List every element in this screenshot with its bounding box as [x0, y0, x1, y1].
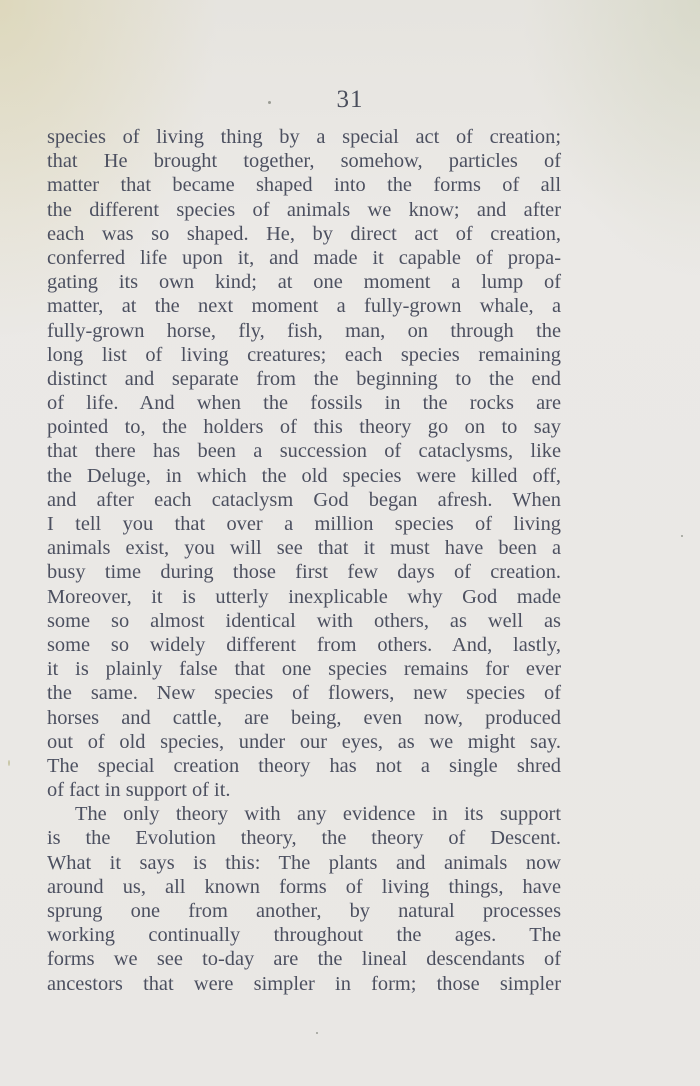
text-line: The only theory with any evidence in its support: [75, 803, 561, 826]
text-line: of life. And when the fossils in the rocks are: [47, 392, 561, 415]
text-line: is the Evolution theory, the theory of Descent.: [47, 827, 561, 850]
text-line: species of living thing by a special act of creation;: [47, 126, 561, 148]
body-text: [47, 125, 561, 996]
paper-speck: [681, 535, 683, 537]
text-line: that there has been a succession of cataclysms, like: [47, 440, 561, 463]
text-line: the different species of animals we know; and after: [47, 198, 561, 221]
text-line: the Deluge, in which the old species were killed off,: [47, 464, 561, 487]
text-line: out of old species, under our eyes, as we might say.: [47, 730, 561, 753]
text-line: matter that became shaped into the forms of all: [47, 174, 561, 197]
text-line: I tell you that over a million species of living: [47, 513, 561, 535]
page-number: 31: [336, 86, 364, 113]
text-line: What it says is this: The plants and animals now: [47, 851, 561, 874]
text-line: some so widely different from others. And, lastly,: [47, 633, 561, 656]
paper-speck: [8, 760, 10, 766]
text-line: pointed to, the holders of this theory go on to say: [47, 416, 561, 439]
paper-speck: [268, 101, 271, 104]
text-line: around us, all known forms of living things, have: [47, 875, 561, 898]
text-line: distinct and separate from the beginning to the end: [47, 367, 561, 390]
text-line: ancestors that were simpler in form; those simpler: [47, 972, 561, 995]
text-line: some so almost identical with others, as well as: [47, 609, 561, 632]
text-line: that He brought together, somehow, particles of: [47, 150, 561, 173]
text-line: sprung one from another, by natural processes: [47, 900, 561, 922]
text-line: busy time during those first few days of creation.: [47, 561, 561, 584]
text-line: and after each cataclysm God began afresh. When: [47, 488, 561, 511]
text-line: gating its own kind; at one moment a lump of: [47, 271, 561, 294]
text-line: the same. New species of flowers, new species of: [47, 682, 561, 705]
text-line: fully-grown horse, fly, fish, man, on through the: [47, 319, 561, 342]
text-line: horses and cattle, are being, even now, produced: [47, 706, 561, 729]
text-line: The special creation theory has not a single shred: [47, 754, 561, 777]
text-line: conferred life upon it, and made it capable of propa-: [47, 246, 561, 269]
paper-speck: [316, 1032, 318, 1034]
text-line: it is plainly false that one species remains for ever: [47, 658, 561, 681]
text-line: animals exist, you will see that it must have been a: [47, 537, 561, 560]
text-line: Moreover, it is utterly inexplicable why God made: [47, 585, 561, 608]
text-line: each was so shaped. He, by direct act of creation,: [47, 222, 561, 245]
text-line: of fact in support of it.: [47, 779, 231, 802]
text-line: long list of living creatures; each species remaining: [47, 343, 561, 366]
text-line: working continually throughout the ages. The: [47, 924, 561, 947]
text-line: matter, at the next moment a fully-grown whale, a: [47, 295, 561, 318]
text-line: forms we see to-day are the lineal descendants of: [47, 948, 561, 971]
